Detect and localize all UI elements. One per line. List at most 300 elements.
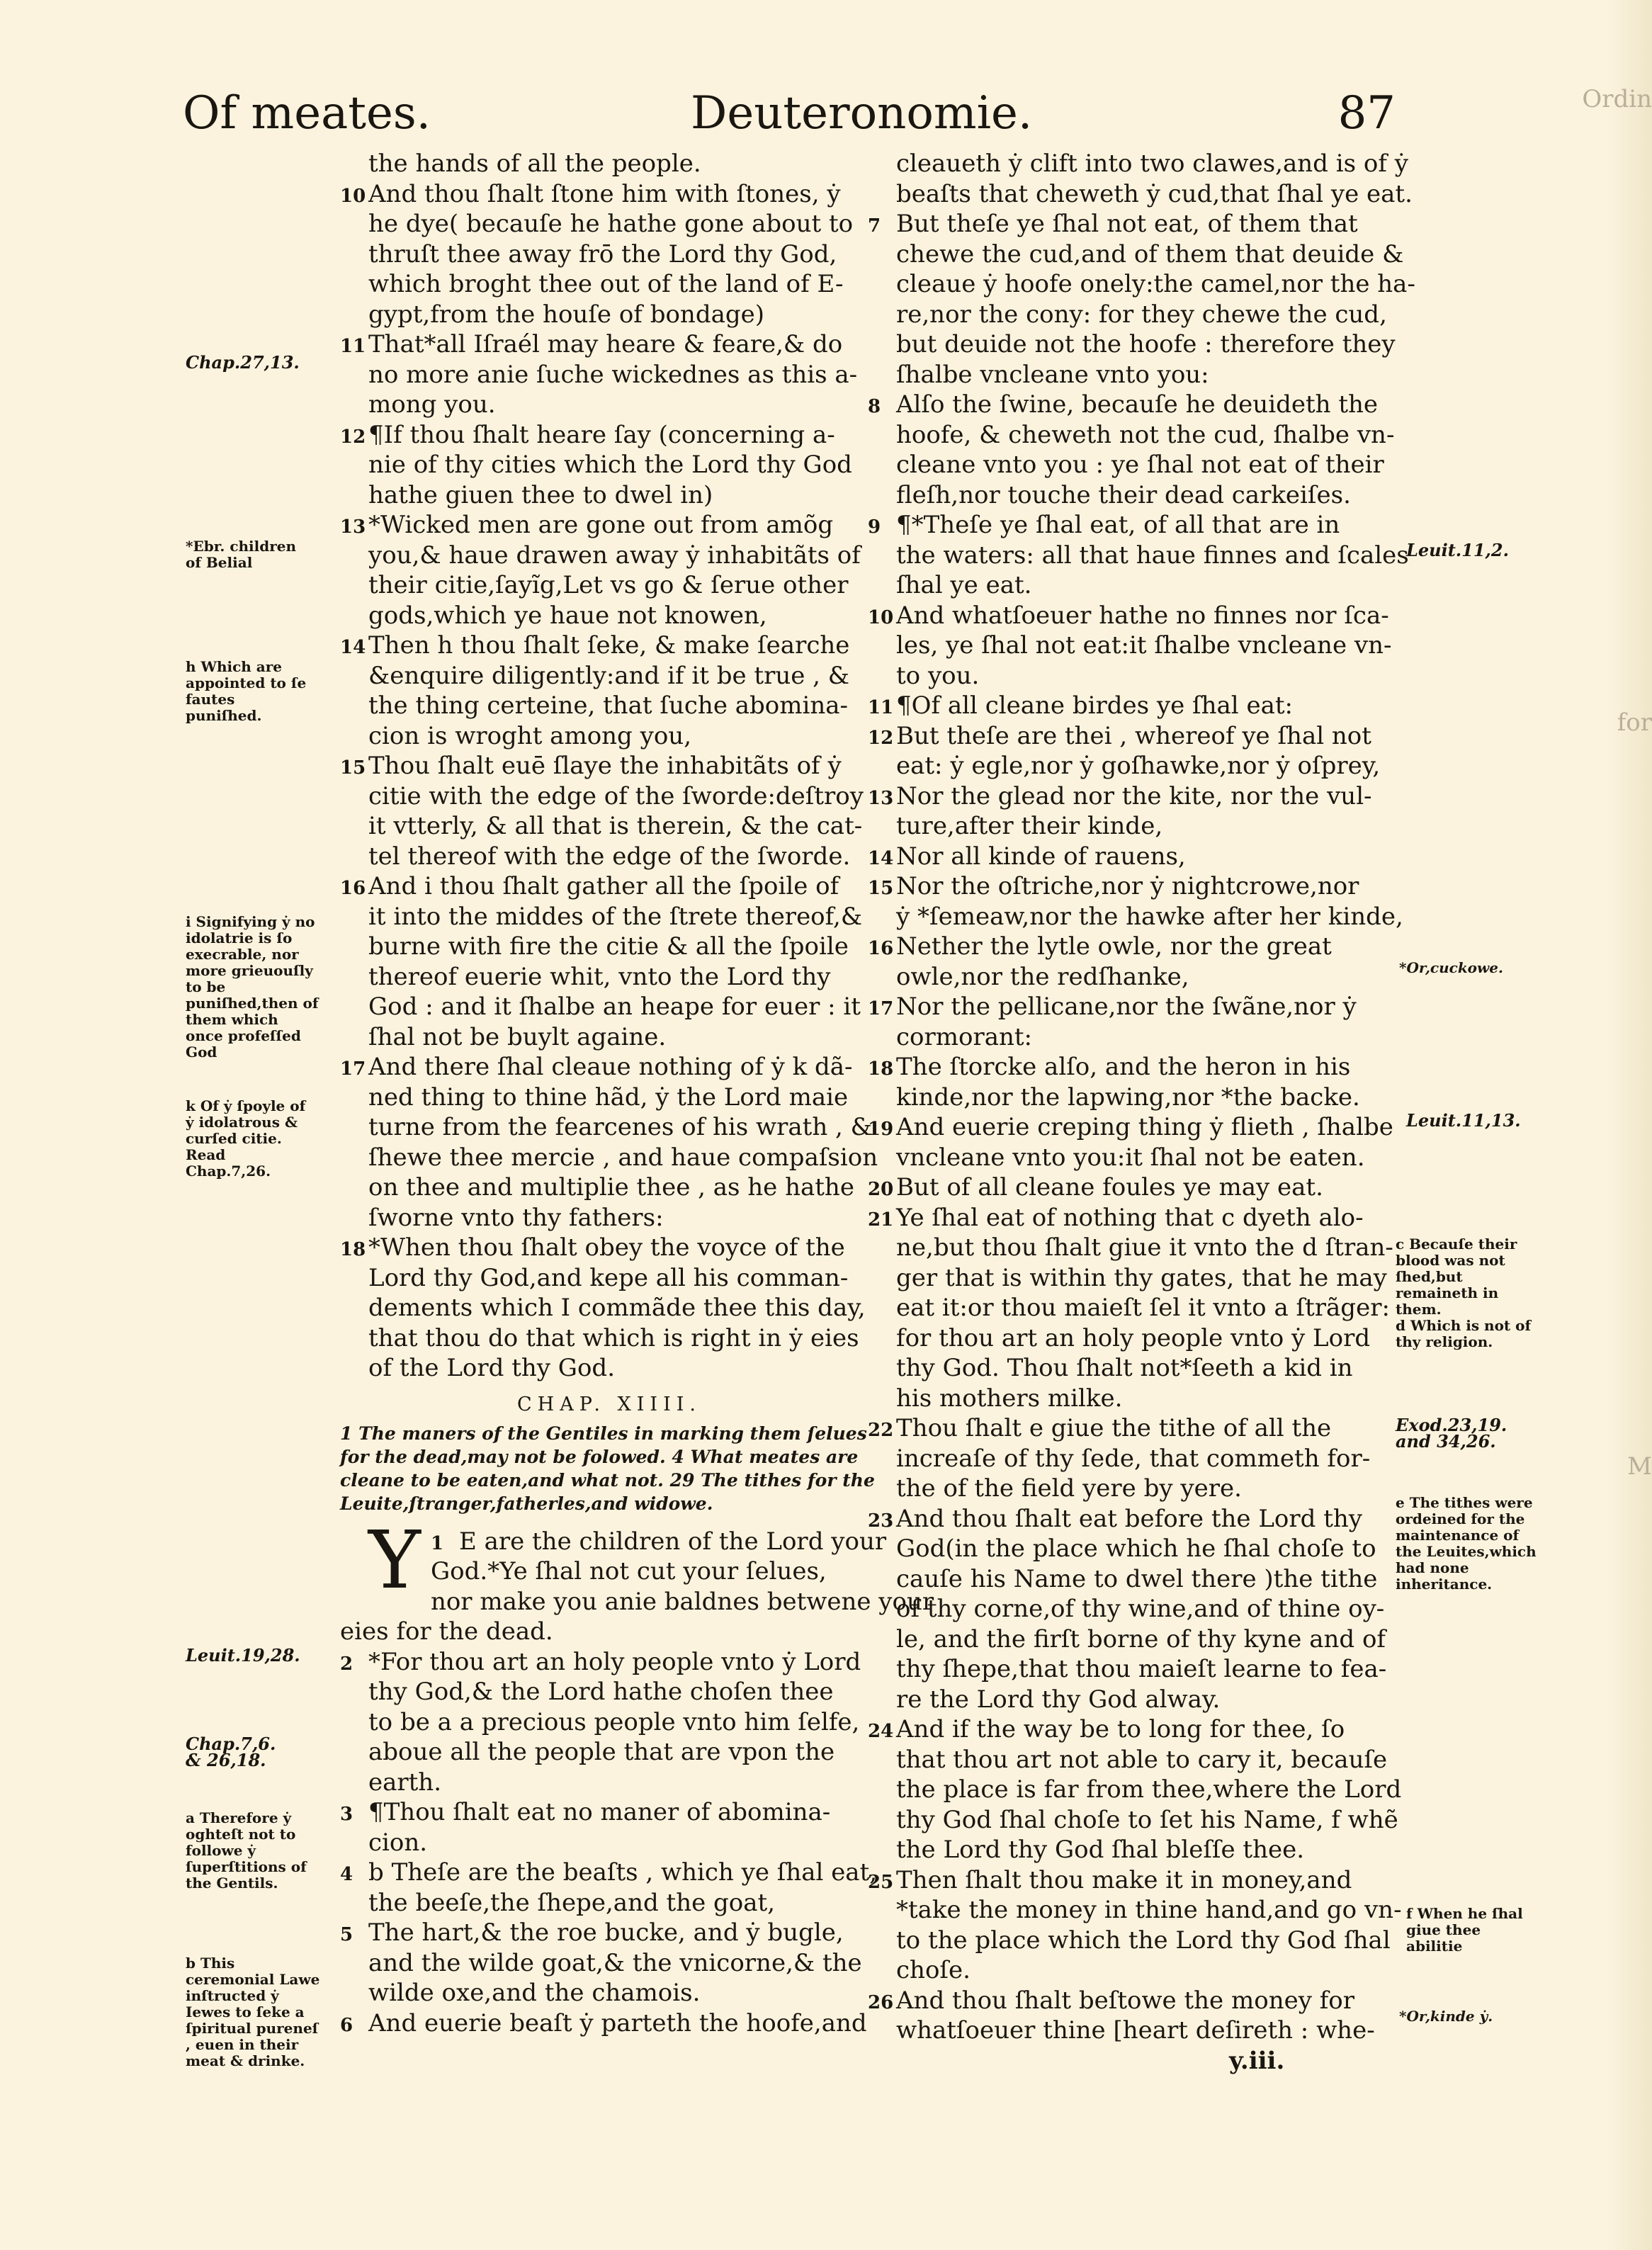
verse-text: turne from the fearcenes of his wrath , & [368, 1113, 872, 1141]
text-line [340, 751, 878, 781]
verse-text: re,nor the cony: for they chewe the cud, [896, 300, 1387, 329]
text-line [340, 1233, 878, 1263]
verse-text: ſhewe thee mercie , and haue compaſsion [368, 1143, 878, 1172]
verse-text: cormorant: [896, 1022, 1033, 1051]
catchword: y.iii. [1229, 2046, 1285, 2075]
text-line [340, 1647, 878, 1678]
verse-text: God : and it ſhalbe an heape for euer : it [368, 993, 861, 1021]
text-line [868, 811, 1406, 842]
text-line [868, 300, 1406, 330]
text-line [340, 1172, 878, 1203]
verse-text: burne with fire the citie & all the ſpoile [368, 932, 849, 961]
margin-note: Leuit.11,13. [1406, 1110, 1521, 1131]
verse-number: 17 [868, 998, 894, 1019]
verse-text: ger that is within thy gates, that he may [896, 1263, 1387, 1292]
text-line [868, 1685, 1406, 1715]
text-line [340, 1112, 878, 1143]
verse-text: But theſe ye ſhal not eat, of them that [896, 210, 1358, 238]
verse-number: 14 [868, 847, 894, 869]
verse-text: ture,after their kinde, [896, 812, 1163, 840]
verse-text: whatſoeuer thine [heart deſireth : whe- [896, 2016, 1375, 2045]
header-left-title: Of meates. [183, 87, 431, 140]
verse-number: 11 [868, 697, 894, 718]
verse-text: b Theſe are the beaſts , which ye ſhal eat, [368, 1858, 878, 1887]
text-line [340, 1677, 878, 1707]
text-line [340, 570, 878, 601]
verse-text: the beeſe,the ſhepe,and the goat, [368, 1888, 775, 1917]
text-line [868, 751, 1406, 781]
verse-text: that thou art not able to cary it, becauſe [896, 1745, 1388, 1774]
verse-text: cleaueth ẏ clift into two clawes,and is of ẏ [896, 149, 1408, 178]
margin-note: *Or,cuckowe. [1399, 959, 1503, 976]
text-line [340, 480, 878, 511]
verse-text: Nor the pellicane,nor the ſwãne,nor ẏ [896, 993, 1357, 1021]
verse-text: And i thou ſhalt gather all the ſpoile of [368, 872, 839, 900]
text-line [868, 871, 1406, 902]
text-line [868, 570, 1406, 601]
header-book-title: Deuteronomie. [691, 87, 1033, 140]
text-line [868, 781, 1406, 812]
verse-text: earth. [368, 1768, 442, 1797]
verse-text: ẏ *ſemeaw,nor the hawke after her kinde, [896, 902, 1403, 931]
text-line [340, 631, 878, 661]
text-line [340, 329, 878, 360]
text-line [340, 300, 878, 330]
text-line [868, 1172, 1406, 1203]
text-line [868, 480, 1406, 511]
margin-note: f When he ſhal giue thee abilitie [1406, 1905, 1523, 1955]
text-line [868, 1444, 1406, 1474]
verse-text: ¶Thou ſhalt eat no maner of abomina- [368, 1798, 831, 1826]
text-line [868, 2016, 1406, 2046]
text-line [340, 811, 878, 842]
text-line [868, 1143, 1406, 1173]
text-line [868, 601, 1406, 631]
verse-text: God.*Ye ſhal not cut your ſelues, [430, 1557, 827, 1585]
verse-number: 22 [868, 1420, 894, 1441]
verse-text: ¶If thou ſhalt heare ſay (concerning a- [368, 420, 835, 449]
verse-text: *For thou art an holy people vnto ẏ Lord [368, 1647, 861, 1676]
verse-text: vncleane vnto you:it ſhal not be eaten. [896, 1143, 1365, 1172]
verse-text: Thou ſhalt euē ſlaye the inhabitãts of ẏ [368, 752, 842, 780]
verse-text: for thou art an holy people vnto ẏ Lord [896, 1323, 1371, 1352]
margin-note: Exod.23,19. and 34,26. [1396, 1415, 1507, 1452]
text-line [868, 1835, 1406, 1865]
text-line [340, 420, 878, 451]
text-line [868, 390, 1406, 420]
verse-text: But theſe are thei , whereof ye ſhal not [896, 721, 1371, 750]
verse-text: And euerie beaſt ẏ parteth the hoofe,and [368, 2008, 867, 2037]
text-line [340, 871, 878, 902]
verse-text: you,& haue drawen away ẏ inhabitãts of [368, 541, 861, 570]
margin-note: *Ebr. children of Belial [186, 538, 297, 571]
verse-number: 3 [340, 1804, 353, 1825]
verse-text: it vtterly, & all that is therein, & the cat- [368, 812, 863, 840]
verse-text: ¶Of all cleane birdes ye ſhal eat: [896, 691, 1293, 720]
verse-number: 16 [868, 938, 894, 959]
verse-text: that thou do that which is right in ẏ eies [368, 1323, 859, 1352]
text-line [868, 1022, 1406, 1053]
verse-text: no more anie ſuche wickednes as this a- [368, 360, 858, 389]
verse-number: 11 [340, 336, 366, 357]
margin-note: i Signifying ẏ no idolatrie is ſo execrable, nor more grieuouſly to be puniſhed,then of them which once profeſſed God [186, 913, 319, 1061]
verse-text: thy God. Thou ſhalt not*ſeeth a kid in [896, 1354, 1353, 1382]
verse-text: to be a a precious people vnto him ſelfe, [368, 1707, 860, 1736]
verse-number: 18 [868, 1058, 894, 1080]
text-line [868, 1805, 1406, 1836]
verse-text: And thou ſhalt eat before the Lord thy [896, 1504, 1362, 1533]
text-line [340, 691, 878, 721]
verse-text: *take the money in thine hand,and go vn- [896, 1896, 1402, 1924]
text-line [340, 1737, 878, 1768]
text-line [340, 1707, 878, 1738]
running-header [177, 85, 1396, 149]
verse-text: Nether the lytle owle, nor the great [896, 932, 1332, 961]
margin-note: a Therefore ẏ oghteſt not to followe ẏ ſuperſtitions of the Gentils. [186, 1809, 307, 1892]
verse-text: Thou ſhalt e giue the tithe of all the [896, 1414, 1332, 1442]
text-line [340, 510, 878, 541]
text-line [868, 1353, 1406, 1384]
chapter-heading: CHAP. XIIII. [516, 1393, 702, 1415]
verse-number: 16 [340, 878, 366, 899]
right-column-lines [868, 149, 1415, 2046]
verse-text: which broght thee out of the land of E- [368, 270, 844, 298]
text-line [340, 1293, 878, 1323]
verse-text: eies for the dead. [340, 1617, 553, 1646]
text-line [868, 149, 1406, 179]
bleed-through-text: Ordin [1582, 85, 1652, 113]
text-line [868, 239, 1406, 270]
verse-text: cion. [368, 1828, 428, 1857]
text-line [868, 360, 1406, 390]
text-line [340, 1082, 878, 1113]
text-line [340, 1978, 878, 2008]
verse-number: 10 [868, 606, 894, 628]
text-line [868, 1714, 1406, 1745]
margin-note: h Which are appointed to ſe fautes puniſhed. [186, 658, 307, 724]
text-line [340, 1022, 878, 1053]
text-line [340, 1353, 878, 1384]
text-line [340, 601, 878, 631]
text-line [340, 1203, 878, 1233]
verse-text: Then ſhalt thou make it in money,and [896, 1865, 1352, 1894]
text-line [868, 1474, 1406, 1504]
verse-text: eat it:or thou maieſt ſel it vnto a ſtrãger: [896, 1294, 1390, 1322]
text-line [868, 1654, 1406, 1685]
verse-text: God(in the place which he ſhal choſe to [896, 1534, 1376, 1563]
verse-text: gods,which ye haue not knowen, [368, 601, 767, 630]
verse-text: Ye ſhal eat of nothing that c dyeth alo- [896, 1203, 1364, 1232]
text-line [868, 450, 1406, 480]
verse-text: eat: ẏ egle,nor ẏ goſhawke,nor ẏ oſprey, [896, 752, 1381, 780]
text-line [340, 1918, 878, 1948]
verses-after-chapter [340, 1647, 878, 2039]
verse-number: 17 [340, 1058, 366, 1080]
text-line [868, 1564, 1406, 1595]
verse-number: 18 [340, 1239, 366, 1260]
verse-text: *When thou ſhalt obey the voyce of the [368, 1233, 845, 1262]
verse-number: 4 [340, 1864, 353, 1885]
text-line [868, 1112, 1406, 1143]
text-line [868, 932, 1406, 962]
verse-text: thy God,& the Lord hathe choſen thee [368, 1678, 834, 1706]
chapter-argument-box [340, 1422, 878, 1521]
text-line [340, 1888, 878, 1918]
text-line [868, 1233, 1406, 1263]
text-line [868, 842, 1406, 872]
verse-text: And whatſoeuer hathe no finnes nor ſca- [896, 601, 1389, 630]
text-line [868, 1926, 1406, 1956]
verse-text: to the place which the Lord thy God ſhal [896, 1926, 1391, 1955]
verse-text: The ſtorcke alſo, and the heron in his [896, 1053, 1351, 1081]
verse-text: ſworne vnto thy fathers: [368, 1203, 664, 1232]
verse-text: increaſe of thy ſede, that commeth for- [896, 1444, 1371, 1473]
verse-text: the hands of all the people. [368, 149, 701, 178]
text-line [868, 631, 1406, 661]
text-line [340, 1052, 878, 1082]
text-line [340, 269, 878, 300]
verse-text: But of all cleane foules ye may eat. [896, 1173, 1323, 1202]
verse-text: of the Lord thy God. [368, 1354, 616, 1382]
verse-number: 7 [868, 215, 881, 237]
margin-note: Chap.27,13. [186, 352, 300, 373]
text-line [340, 962, 878, 993]
text-line [868, 1082, 1406, 1113]
verse-number: 8 [868, 396, 881, 417]
verse-text: tel thereof with the edge of the ſworde. [368, 842, 851, 871]
verse-text: cleaue ẏ hoofe onely:the camel,nor the ha- [896, 270, 1415, 298]
verse-number: 5 [340, 1924, 353, 1945]
verse-text: Nor all kinde of rauens, [896, 842, 1186, 871]
verse-text: ſhal ye eat. [896, 571, 1032, 599]
text-line [868, 1775, 1406, 1805]
text-line [340, 209, 878, 239]
verse-number: 25 [868, 1871, 894, 1893]
text-line [868, 1534, 1406, 1564]
text-line [340, 450, 878, 480]
verse-text: And there ſhal cleaue nothing of ẏ k dã- [368, 1053, 853, 1081]
verse-text: Alſo the ſwine, becauſe he deuideth the [896, 390, 1378, 419]
verse-number: 12 [340, 426, 366, 448]
text-line [868, 1323, 1406, 1354]
verse-text: Nor the oſtriche,nor ẏ nightcrowe,nor [896, 872, 1359, 900]
text-line [340, 1858, 878, 1888]
bleed-through-text: for [1617, 708, 1652, 737]
verse-text: nor make you anie baldnes betwene your [430, 1587, 934, 1616]
text-line [340, 781, 878, 812]
verses-before-chapter [340, 149, 878, 1384]
verse-text: to you. [896, 661, 980, 690]
text-line [868, 1052, 1406, 1082]
text-line [340, 390, 878, 420]
verse-text: kinde,nor the lapwing,nor *the backe. [896, 1082, 1360, 1112]
verse-text: And thou ſhalt beſtowe the money for [896, 1986, 1355, 2015]
text-line [868, 661, 1406, 691]
verse-number: 15 [340, 757, 366, 779]
verse-text: the waters: all that haue finnes and ſcales [896, 541, 1409, 570]
text-line [340, 2008, 878, 2039]
verse-text: choſe. [896, 1956, 971, 1984]
verse-text: And euerie creping thing ẏ flieth , ſhalbe [896, 1113, 1393, 1141]
text-line [868, 1865, 1406, 1896]
bleed-through-edge [1582, 0, 1652, 2250]
margin-note: d Which is not of thy religion. [1396, 1317, 1532, 1350]
text-line [340, 239, 878, 270]
verse-text: the place is far from thee,where the Lord [896, 1775, 1402, 1804]
verse-number: 13 [868, 787, 894, 809]
verse-text: re the Lord thy God alway. [896, 1685, 1221, 1714]
verse-number: 26 [868, 1991, 894, 2013]
text-line [868, 329, 1406, 360]
verse-text: on thee and multiplie thee , as he hathe [368, 1173, 854, 1202]
verse-text: ſhal not be buylt againe. [368, 1022, 667, 1051]
text-line [340, 360, 878, 390]
verse-text: cion is wroght among you, [368, 721, 692, 750]
margin-note: k Of ẏ ſpoyle of ẏ idolatrous & curſed citie. Read Chap.7,26. [186, 1097, 306, 1180]
verse-text: the thing certeine, that ſuche abomina- [368, 691, 849, 720]
text-line [340, 1143, 878, 1173]
verse-text: the of the field yere by yere. [896, 1474, 1242, 1503]
verse-text: gypt,from the houſe of bondage) [368, 300, 765, 329]
verse-number: 9 [868, 516, 881, 538]
text-line [868, 541, 1409, 571]
text-line [868, 1624, 1406, 1655]
verse-text: chewe the cud,and of them that deuide & [896, 239, 1404, 268]
verse-number: 14 [340, 637, 366, 658]
text-line [868, 1955, 1406, 1986]
chapter-argument: 1 The maners of the Gentiles in marking them ſelues for the dead,may not be folowed. 4 What meates are cleane to be eaten,and what not. 29 The tithes for the Leuite,ſtranger,fatherles,and widowe. [340, 1423, 875, 1514]
drop-cap: Y [368, 1514, 421, 1607]
text-line [340, 1828, 878, 1858]
verse-text: The hart,& the roe bucke, and ẏ bugle, [368, 1918, 844, 1947]
verse-text: Nor the glead nor the kite, nor the vul- [896, 781, 1372, 810]
margin-note: b This ceremonial Lawe inſtructed ẏ Iewes to ſeke a ſpiritual pureneſ , euen in their meat & drinke. [186, 1955, 320, 2069]
text-line [340, 179, 878, 210]
verse-number: 13 [340, 516, 366, 538]
verse-text: ne,but thou ſhalt giue it vnto the d ſtran- [896, 1233, 1393, 1262]
text-line [340, 1556, 878, 1587]
text-line [868, 209, 1406, 239]
verse-text: hathe giuen thee to dwel in) [368, 480, 713, 509]
text-line [868, 902, 1406, 932]
verse-number: 15 [868, 878, 894, 899]
verse-text: wilde oxe,and the chamois. [368, 1979, 701, 2007]
verse-text: thy ſhepe,that thou maieſt learne to fea- [896, 1655, 1387, 1683]
text-line [340, 902, 878, 932]
text-line [868, 1203, 1406, 1233]
text-line [340, 1323, 878, 1354]
text-line [340, 1617, 878, 1647]
text-line [340, 1768, 878, 1798]
text-line [340, 541, 878, 571]
verse-number: 20 [868, 1179, 894, 1200]
text-line [340, 1587, 934, 1617]
verse-number: 24 [868, 1721, 894, 1742]
verse-text: Lord thy God,and kepe all his comman- [368, 1263, 849, 1292]
verse-text: cauſe his Name to dwel there )the tithe [896, 1564, 1378, 1593]
text-line [868, 1263, 1406, 1294]
verse-text: dements which I commãde thee this day, [368, 1294, 866, 1322]
verse-text: hoofe, & cheweth not the cud, ſhalbe vn- [896, 420, 1395, 449]
text-line [340, 932, 878, 962]
text-line [868, 992, 1406, 1022]
verse-text: *Wicked men are gone out from amõg [368, 511, 834, 539]
text-line [340, 1527, 887, 1557]
page-number: 87 [1337, 87, 1396, 140]
verse-number: 10 [340, 185, 366, 207]
verse-number: 12 [868, 727, 894, 749]
verse-text: le, and the firſt borne of thy kyne and of [896, 1624, 1386, 1653]
verse-text: their citie,ſayĩg,Let vs go & ſerue other [368, 571, 849, 599]
margin-note: Leuit.19,28. [186, 1645, 300, 1666]
verse-text: cleane vnto you : ye ſhal not eat of their [896, 451, 1384, 479]
verse-text: aboue all the people that are vpon the [368, 1738, 835, 1766]
text-line [340, 1263, 878, 1294]
text-line [868, 1293, 1406, 1323]
margin-note: c Becauſe their blood was not ſhed,but remaineth in them. [1396, 1236, 1517, 1318]
verse-text: his mothers milke. [896, 1384, 1123, 1413]
text-line [868, 179, 1413, 210]
verse-text: citie with the edge of the ſworde:deſtroy [368, 781, 864, 810]
right-text-column [868, 149, 1415, 2076]
verse-text: mong you. [368, 390, 496, 419]
verse-text: ſhalbe vncleane vnto you: [896, 360, 1209, 389]
text-line [340, 842, 878, 872]
verse-text: and the wilde goat,& the vnicorne,& the [368, 1948, 862, 1977]
verse-text: owle,nor the redſhanke, [896, 962, 1189, 991]
text-line [868, 1504, 1406, 1534]
text-line [868, 1986, 1406, 2016]
verse-text: les, ye ſhal not eat:it ſhalbe vncleane vn- [896, 631, 1392, 660]
verse-number: 6 [340, 2014, 353, 2036]
text-line [868, 1594, 1406, 1624]
verse-number: 23 [868, 1510, 894, 1532]
verse-text: nie of thy cities which the Lord thy God [368, 451, 852, 479]
text-line [868, 1384, 1406, 1414]
verse-text: thruſt thee away frō the Lord thy God, [368, 239, 837, 268]
text-line [868, 1895, 1406, 1926]
verse-text: but deuide not the hoofe : therefore they [896, 330, 1396, 358]
text-line [340, 992, 878, 1022]
text-line [340, 149, 878, 179]
verse-text: And if the way be to long for thee, ſo [896, 1715, 1345, 1743]
text-line [340, 1948, 878, 1979]
verse-text: And thou ſhalt ſtone him with ſtones, ẏ [368, 179, 841, 208]
verse-text: E are the children of the Lord your [458, 1527, 887, 1556]
verse-text: thy God ſhal choſe to ſet his Name, f whẽ [896, 1805, 1398, 1834]
verse-text: That*all Iſraél may heare & feare,& do [368, 330, 843, 358]
text-line [868, 1413, 1406, 1444]
verse-text: &enquire diligently:and if it be true , & [368, 661, 850, 690]
verse-text: thereof euerie whit, vnto the Lord thy [368, 962, 831, 991]
margin-note: e The tithes were ordeined for the maintenance of the Leuites,which had none inheritance. [1396, 1494, 1537, 1593]
text-line [868, 420, 1406, 451]
margin-note: Chap.7,6. & 26,18. [186, 1734, 276, 1770]
verse-text: he dye( becauſe he hathe gone about to [368, 210, 854, 238]
verse-text: the Lord thy God ſhal bleſſe thee. [896, 1836, 1305, 1864]
text-line [340, 1797, 878, 1828]
verse-text: ¶*Theſe ye ſhal eat, of all that are in [896, 511, 1340, 539]
text-line [868, 1745, 1406, 1775]
text-line [340, 721, 878, 752]
margin-note: Leuit.11,2. [1406, 540, 1509, 560]
text-line [868, 691, 1406, 721]
verse-number: 19 [868, 1119, 894, 1140]
text-line [340, 661, 878, 691]
bleed-through-text: M [1627, 1452, 1652, 1481]
verse-text: of thy corne,of thy wine,and of thine oy- [896, 1595, 1385, 1623]
verse-text: ned thing to thine hãd, ẏ the Lord maie [368, 1082, 849, 1112]
